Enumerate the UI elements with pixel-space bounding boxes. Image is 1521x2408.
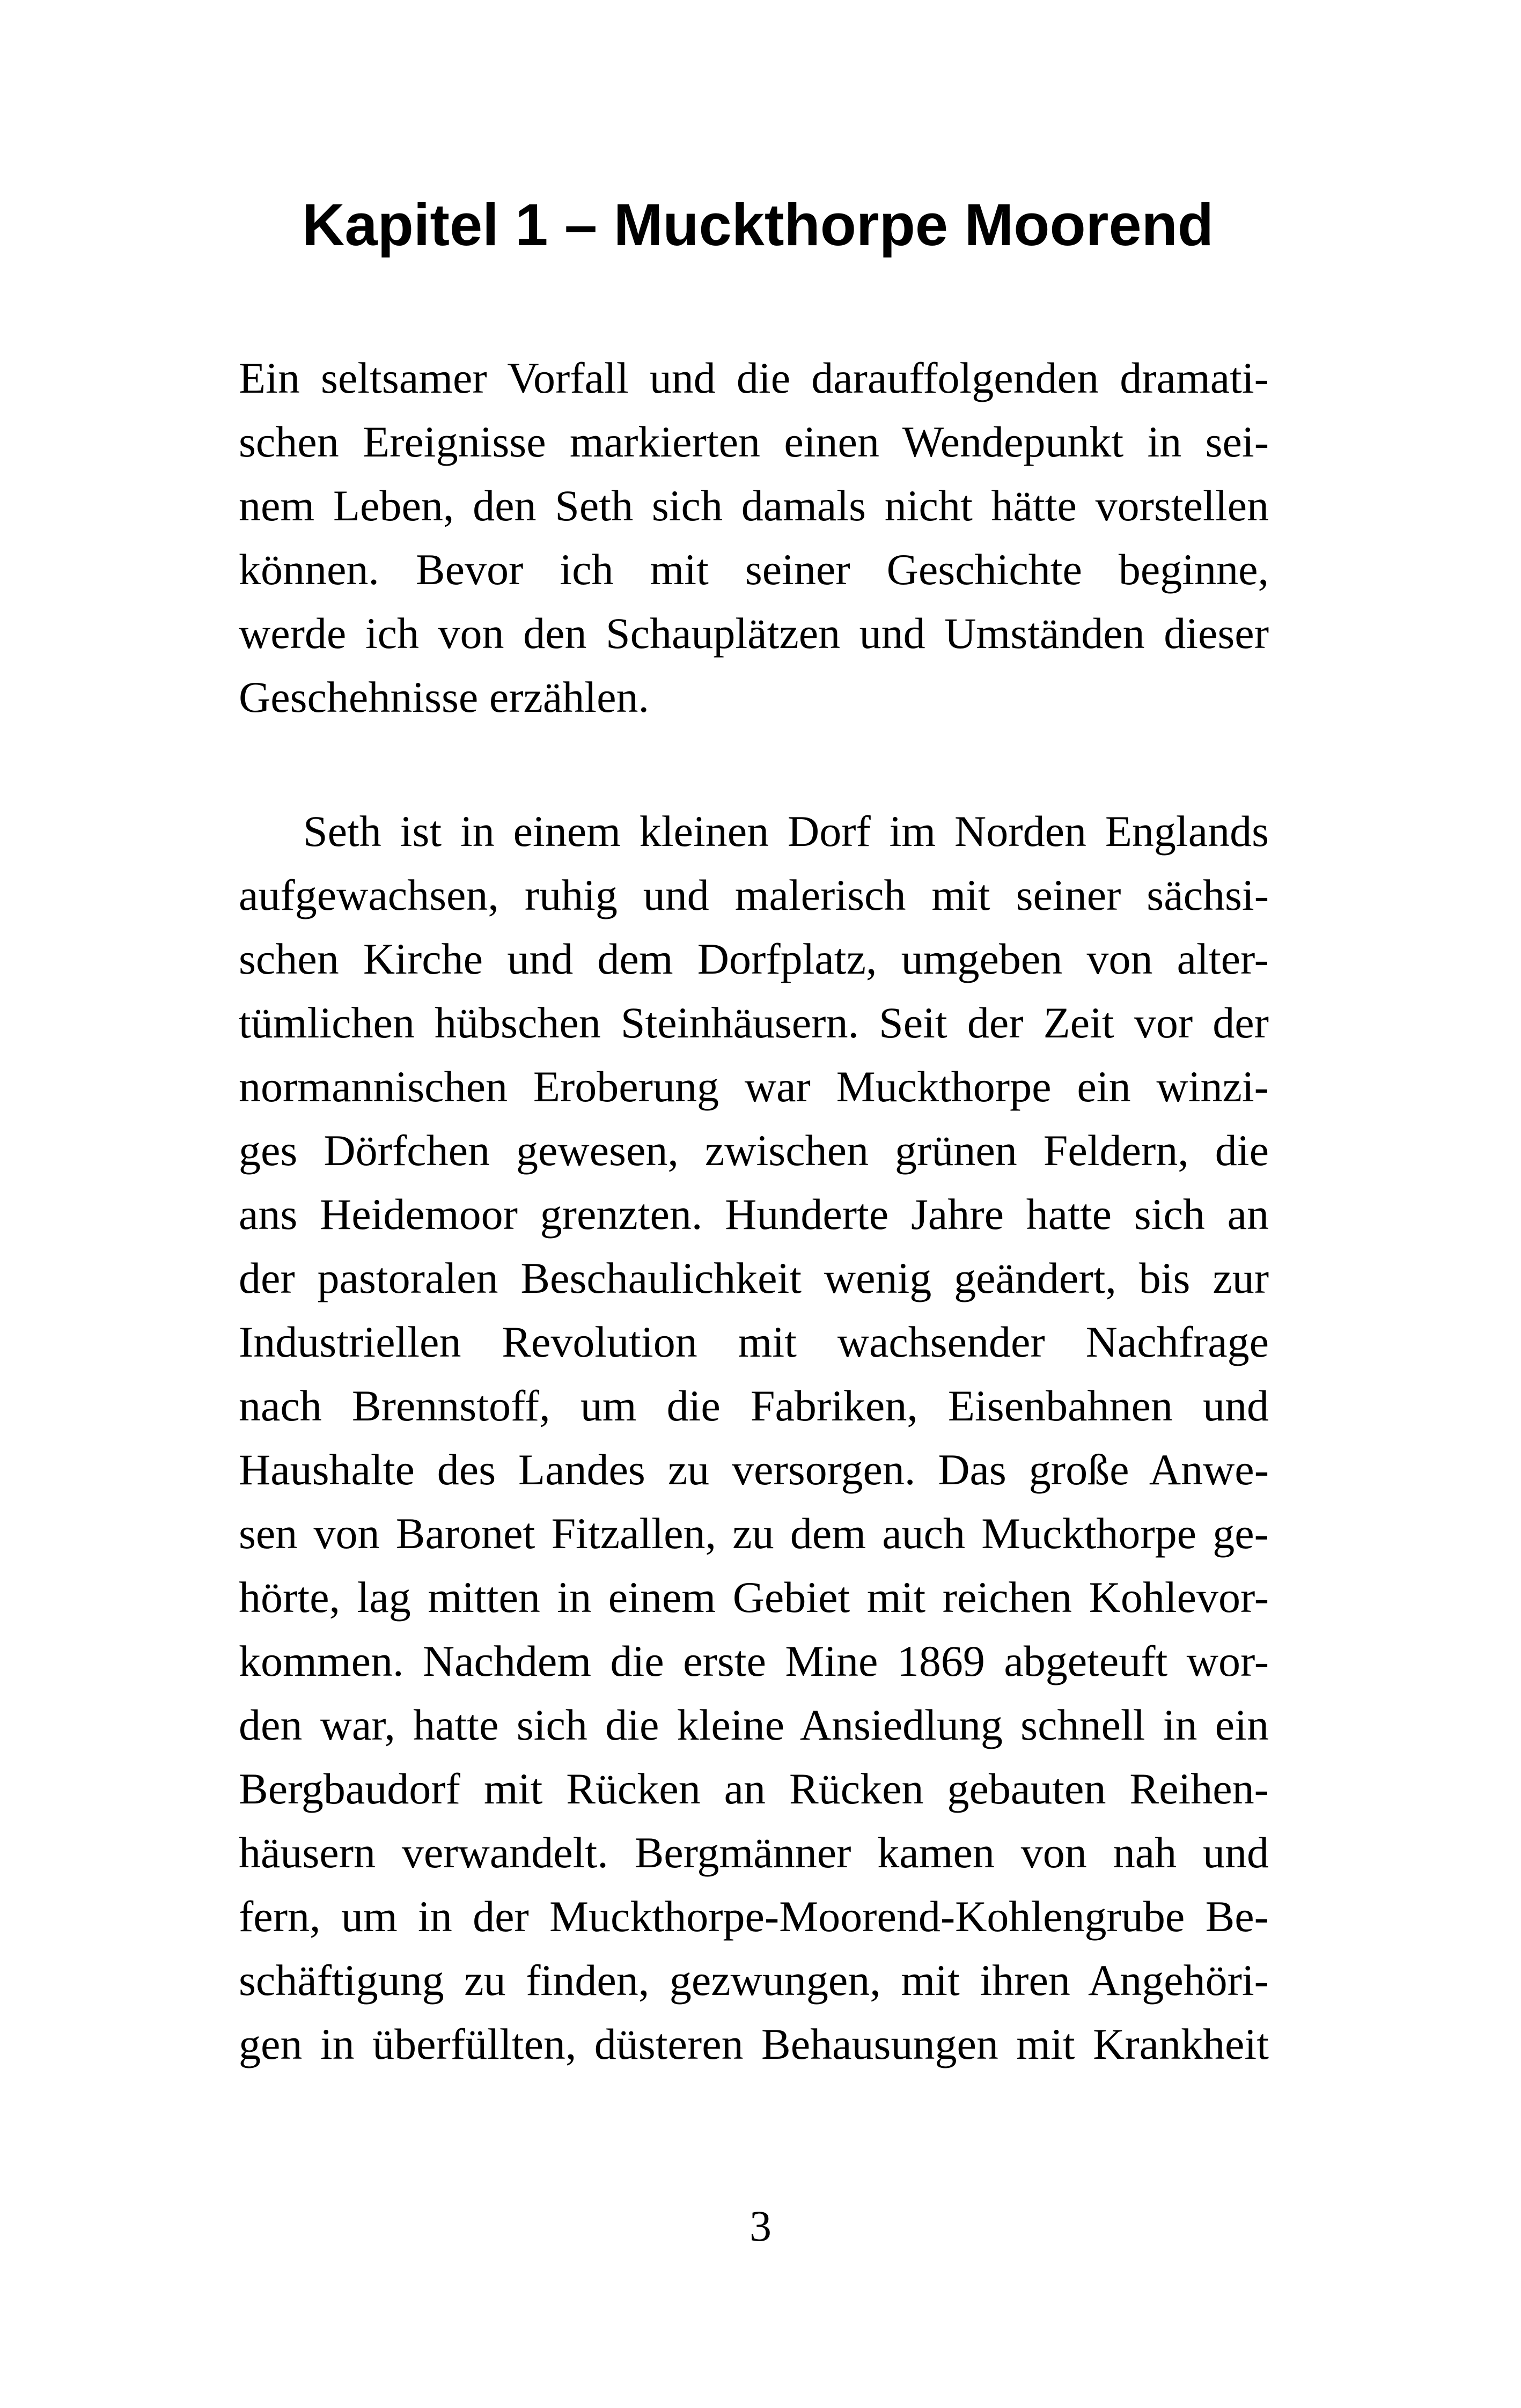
text-line: werde ich von den Schauplätzen und Umständen dieser <box>239 609 1269 658</box>
text-line: Seth ist in einem kleinen Dorf im Norden Englands <box>303 807 1269 856</box>
text-line: nem Leben, den Seth sich damals nicht hätte vorstellen <box>239 481 1269 530</box>
text-line: häusern verwandelt. Bergmänner kamen von nah und <box>239 1828 1269 1877</box>
text-line: Haushalte des Landes zu versorgen. Das große Anwe- <box>239 1445 1269 1494</box>
text-line: hörte, lag mitten in einem Gebiet mit reichen Kohlevor- <box>239 1573 1269 1622</box>
text-line: Bergbaudorf mit Rücken an Rücken gebauten Reihen- <box>239 1764 1269 1813</box>
text-line: normannischen Eroberung war Muckthorpe ein winzi- <box>239 1062 1269 1111</box>
text-line: den war, hatte sich die kleine Ansiedlung schnell in ein <box>239 1700 1269 1749</box>
page-number: 3 <box>750 2201 771 2250</box>
text-line: schen Ereignisse markierten einen Wendepunkt in sei- <box>239 417 1269 466</box>
text-line: Geschehnisse erzählen. <box>239 673 649 721</box>
chapter-title: Kapitel 1 – Muckthorpe Moorend <box>302 192 1214 258</box>
text-line: gen in überfüllten, düsteren Behausungen mit Krankheit <box>239 2020 1269 2068</box>
text-line: aufgewachsen, ruhig und malerisch mit seiner sächsi- <box>239 871 1269 919</box>
text-line: schäftigung zu finden, gezwungen, mit ihren Angehöri- <box>239 1956 1269 2005</box>
text-line: tümlichen hübschen Steinhäusern. Seit der Zeit vor der <box>239 998 1269 1047</box>
text-line: ans Heidemoor grenzten. Hunderte Jahre hatte sich an <box>239 1190 1269 1239</box>
text-line: ges Dörfchen gewesen, zwischen grünen Feldern, die <box>239 1126 1269 1175</box>
text-line: Ein seltsamer Vorfall und die darauffolgenden dramati- <box>239 354 1269 402</box>
text-line: schen Kirche und dem Dorfplatz, umgeben von alter- <box>239 934 1269 983</box>
text-line: Industriellen Revolution mit wachsender Nachfrage <box>239 1317 1269 1366</box>
text-line: können. Bevor ich mit seiner Geschichte beginne, <box>239 545 1269 594</box>
paragraph-2 <box>239 799 1269 2076</box>
text-line: der pastoralen Beschaulichkeit wenig geändert, bis zur <box>239 1254 1269 1302</box>
text-line: kommen. Nachdem die erste Mine 1869 abgeteuft wor- <box>239 1637 1269 1685</box>
text-line: nach Brennstoff, um die Fabriken, Eisenbahnen und <box>239 1381 1269 1430</box>
text-line: sen von Baronet Fitzallen, zu dem auch Muckthorpe ge- <box>239 1509 1269 1558</box>
text-line: fern, um in der Muckthorpe-Moorend-Kohlengrube Be- <box>239 1892 1269 1941</box>
paragraph-1 <box>239 346 1269 729</box>
